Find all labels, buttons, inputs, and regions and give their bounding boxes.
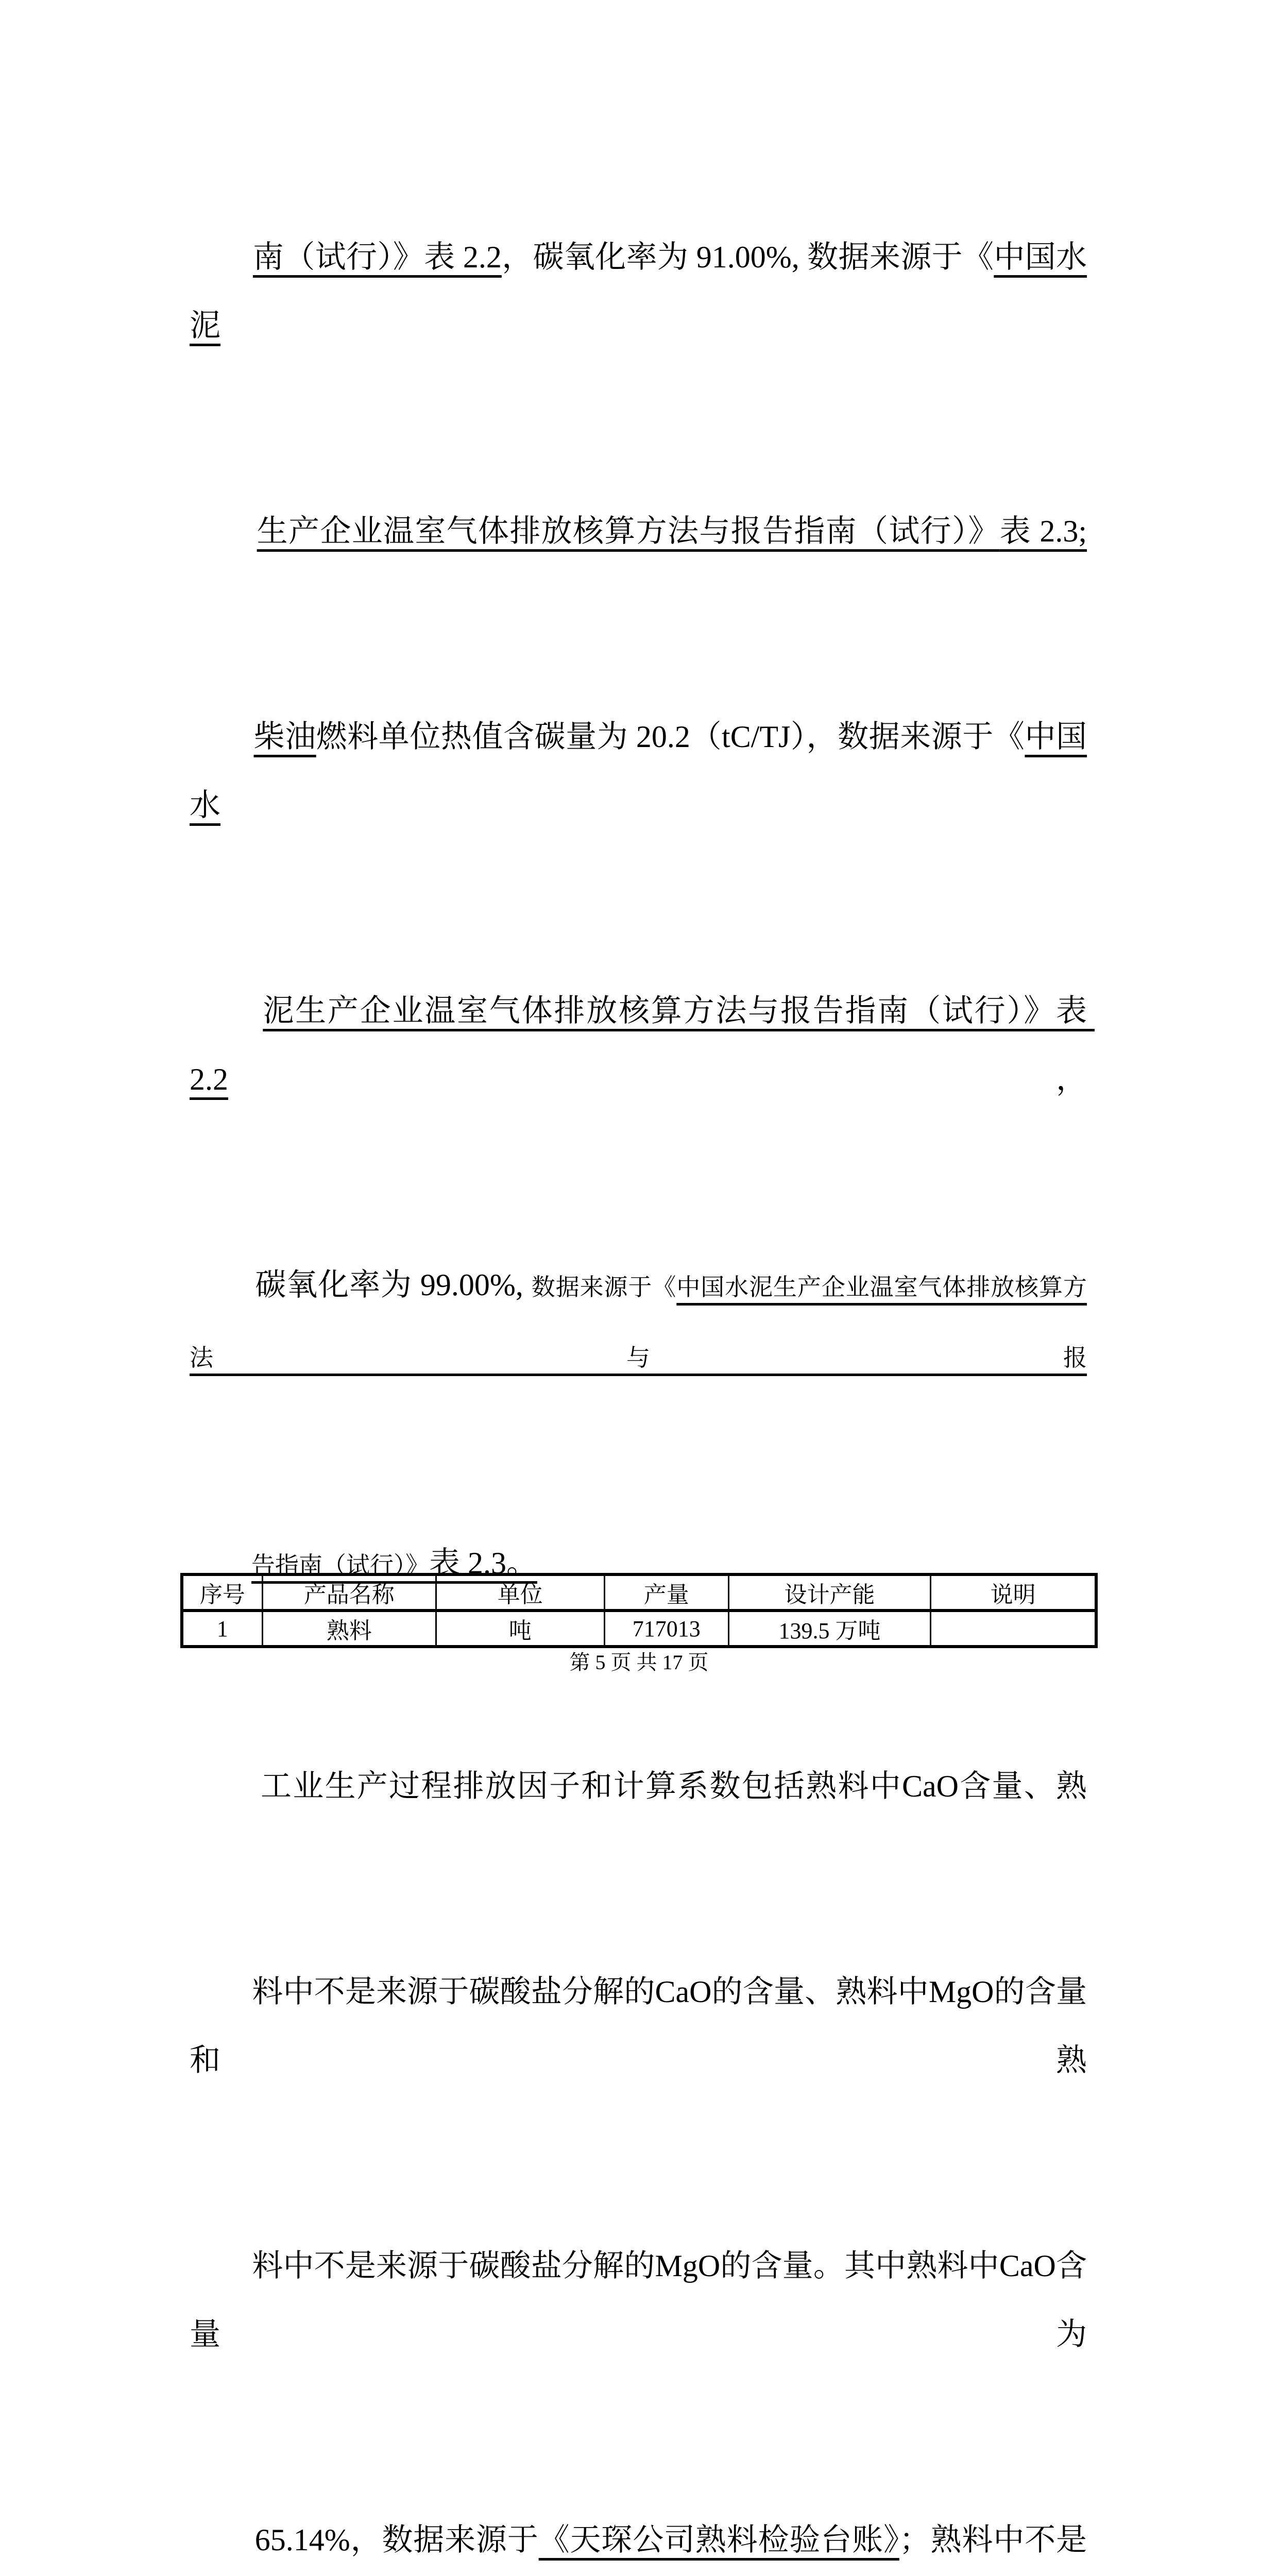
- cell-index: 1: [182, 1611, 262, 1647]
- text-line: [190, 634, 1087, 908]
- text-run: 料中不是来源于碳酸盐分解的MgO的含量。其中熟料中CaO含量为: [190, 2249, 1087, 2351]
- table-row: [182, 1611, 1096, 1647]
- cell-remark: [931, 1611, 1096, 1647]
- text-run: ，: [228, 1062, 1087, 1096]
- paragraph-1: [190, 155, 1095, 1668]
- text-run: （tC/TJ），数据来源于《: [690, 720, 1025, 754]
- paragraph-2: [190, 1684, 1087, 2576]
- cell-unit: 吨: [436, 1611, 604, 1647]
- col-index-header: 序号: [182, 1574, 262, 1611]
- products-table: [180, 1573, 1098, 1648]
- text-run-small: 数据来源于《: [531, 1274, 677, 1300]
- table-header-row: [182, 1574, 1096, 1611]
- underlined-book-title-small: 中国水泥生产企业温室气体排放核算方法与报: [190, 1274, 1087, 1371]
- underlined-book-title-small: 告指南（试行）》: [251, 1552, 429, 1579]
- underlined-text: 表 2.2: [190, 994, 1095, 1096]
- cell-output: 717013: [604, 1611, 728, 1647]
- underlined-book-title: 《天琛公司熟料检验台账》: [538, 2523, 899, 2557]
- underlined-text: 南（试行）》表 2.2: [252, 240, 502, 274]
- text-run: 燃料单位热值含碳量为: [316, 720, 636, 754]
- underlined-book-title: 中国水: [190, 720, 1087, 822]
- text-run: 20.2: [636, 720, 690, 754]
- underlined-text: 表 2.3;: [999, 514, 1087, 548]
- text-run: 料中不是来源于碳酸盐分解的CaO的含量、熟料中MgO的含量和熟: [190, 1975, 1087, 2077]
- text-line: [190, 2163, 1087, 2437]
- col-product-name-header: 产品名称: [262, 1574, 436, 1611]
- underlined-book-title: 中国水泥: [190, 240, 1087, 343]
- text-line: [190, 1889, 1087, 2163]
- text-run: 工业生产过程排放因子和计算系数包括熟料中CaO含量、熟: [261, 1769, 1087, 1803]
- text-run: 91.00%,: [696, 240, 808, 274]
- text-line: [190, 155, 1087, 429]
- cell-design-capacity: 139.5 万吨: [728, 1611, 930, 1647]
- col-design-capacity-header: 设计产能: [728, 1574, 930, 1611]
- text-line: [190, 908, 1095, 1182]
- text-run: 99.00%,: [420, 1268, 532, 1302]
- col-output-header: 产量: [604, 1574, 728, 1611]
- underlined-text: 柴油: [253, 720, 316, 754]
- text-run: ，数据来源于: [350, 2523, 539, 2557]
- text-line: [190, 2437, 1087, 2576]
- underlined-book-title: 泥生产企业温室气体排放核算方法与报告指南（试行）》: [263, 994, 1057, 1028]
- text-run: ，碳氧化率为: [501, 240, 696, 274]
- text-run: 数据来源于《: [807, 240, 994, 274]
- underlined-text: 表 2.3。: [429, 1546, 537, 1580]
- text-line: [190, 1182, 1087, 1461]
- col-unit-header: 单位: [436, 1574, 604, 1611]
- document-body: [190, 155, 1095, 2576]
- text-run: 65.14%: [254, 2523, 350, 2557]
- col-remark-header: 说明: [931, 1574, 1096, 1611]
- text-line: [190, 1684, 1087, 1889]
- text-run: 碳氧化率为: [255, 1268, 420, 1302]
- cell-product-name: 熟料: [262, 1611, 436, 1647]
- text-run: ；熟料中不是: [899, 2523, 1087, 2557]
- page-footer: 第 5 页 共 17 页: [569, 1651, 709, 1674]
- text-line: [190, 429, 1087, 634]
- underlined-book-title: 生产企业温室气体排放核算方法与报告指南（试行）》: [257, 514, 1000, 548]
